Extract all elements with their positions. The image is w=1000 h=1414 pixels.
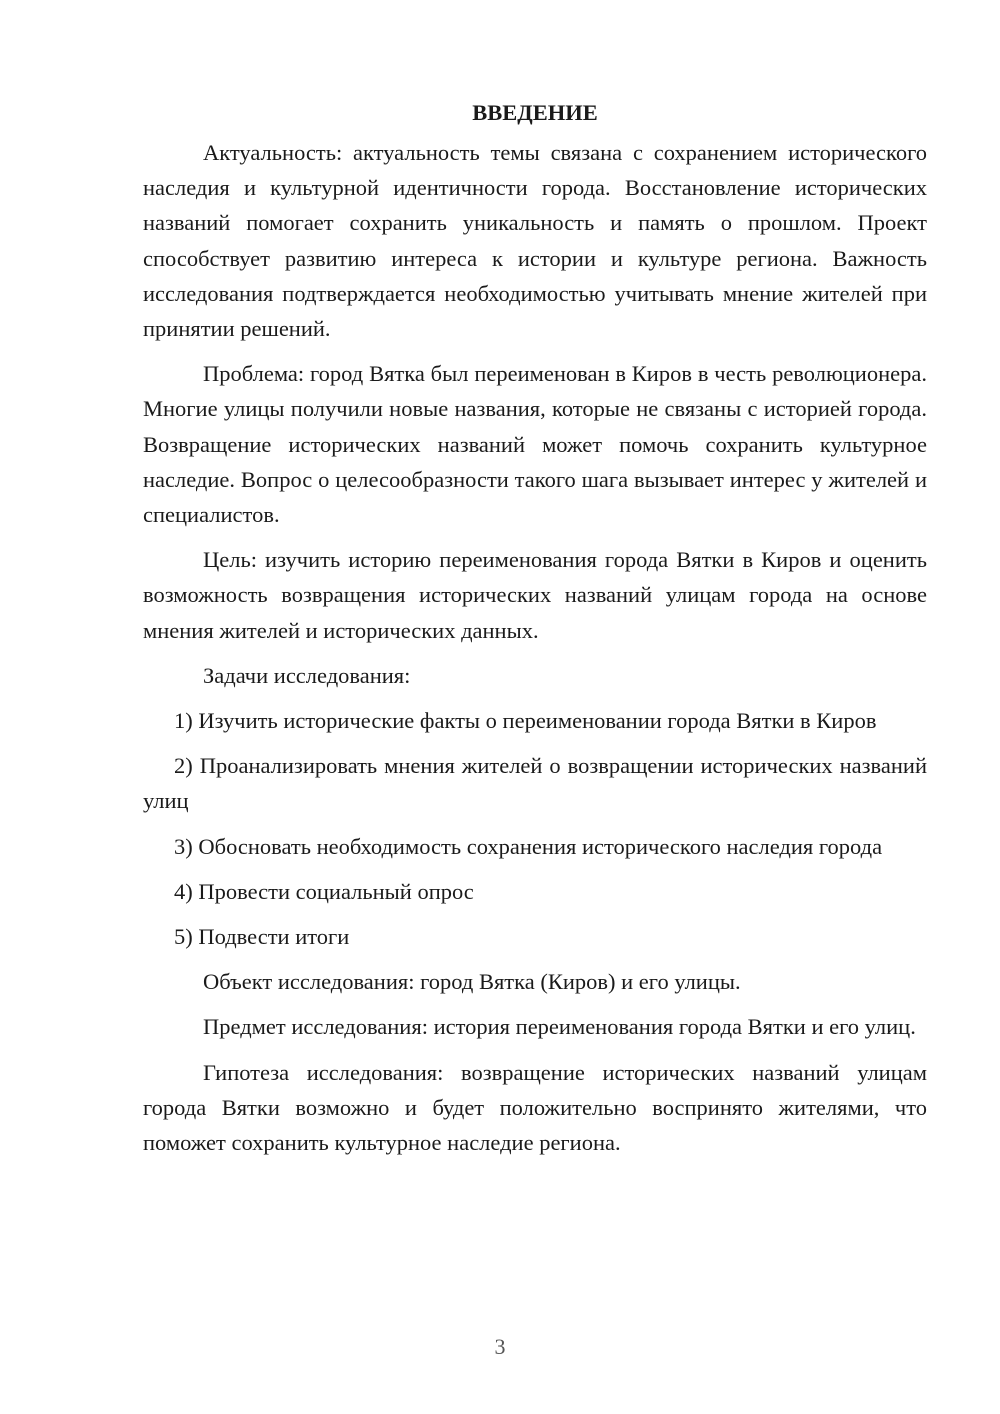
section-title: ВВЕДЕНИЕ [472, 100, 598, 125]
task-item-3: 3) Обосновать необходимость сохранения исторического наследия города [174, 833, 883, 859]
document-page [143, 95, 927, 1170]
task-item-5: 5) Подвести итоги [174, 924, 350, 950]
hypothesis-paragraph: Гипотеза исследования: возвращение исторических названий улицам города Вятки возможно и будет положительно воспринято жителями, что поможет сохранить культурное наследие региона. [143, 1059, 927, 1156]
goal-paragraph: Цель: изучить историю переименования города Вятки в Киров и оценить возможность возвращения исторических названий улицам города на основе мнения жителей и исторических данных. [143, 547, 927, 643]
object-paragraph: Объект исследования: город Вятка (Киров) и его улицы. [203, 969, 741, 995]
task-item-1: 1) Изучить исторические факты о переименовании города Вятки в Киров [174, 708, 877, 734]
subject-paragraph: Предмет исследования: история переименования города Вятки и его улиц. [203, 1014, 916, 1040]
page-number: 3 [494, 1334, 506, 1359]
task-item-4: 4) Провести социальный опрос [174, 878, 474, 904]
relevance-paragraph: Актуальность: актуальность темы связана с сохранением исторического наследия и культурной идентичности города. Восстановление исторических названий помогает сохранить уникальность и память о прошлом. Проект способствует развитию интереса к истории и культуре региона. Важность исследования подтверждается необходимостью учитывать мнение жителей при принятии решений. [143, 140, 927, 342]
problem-paragraph: Проблема: город Вятка был переименован в Киров в честь революционера. Многие улицы получили новые названия, которые не связаны с историей города. Возвращение исторических названий может помочь сохранить культурное наследие. Вопрос о целесообразности такого шага вызывает интерес у жителей и специалистов. [143, 361, 927, 528]
task-item-2: 2) Проанализировать мнения жителей о возвращении исторических названий улиц [143, 753, 927, 814]
tasks-heading: Задачи исследования: [203, 662, 411, 688]
